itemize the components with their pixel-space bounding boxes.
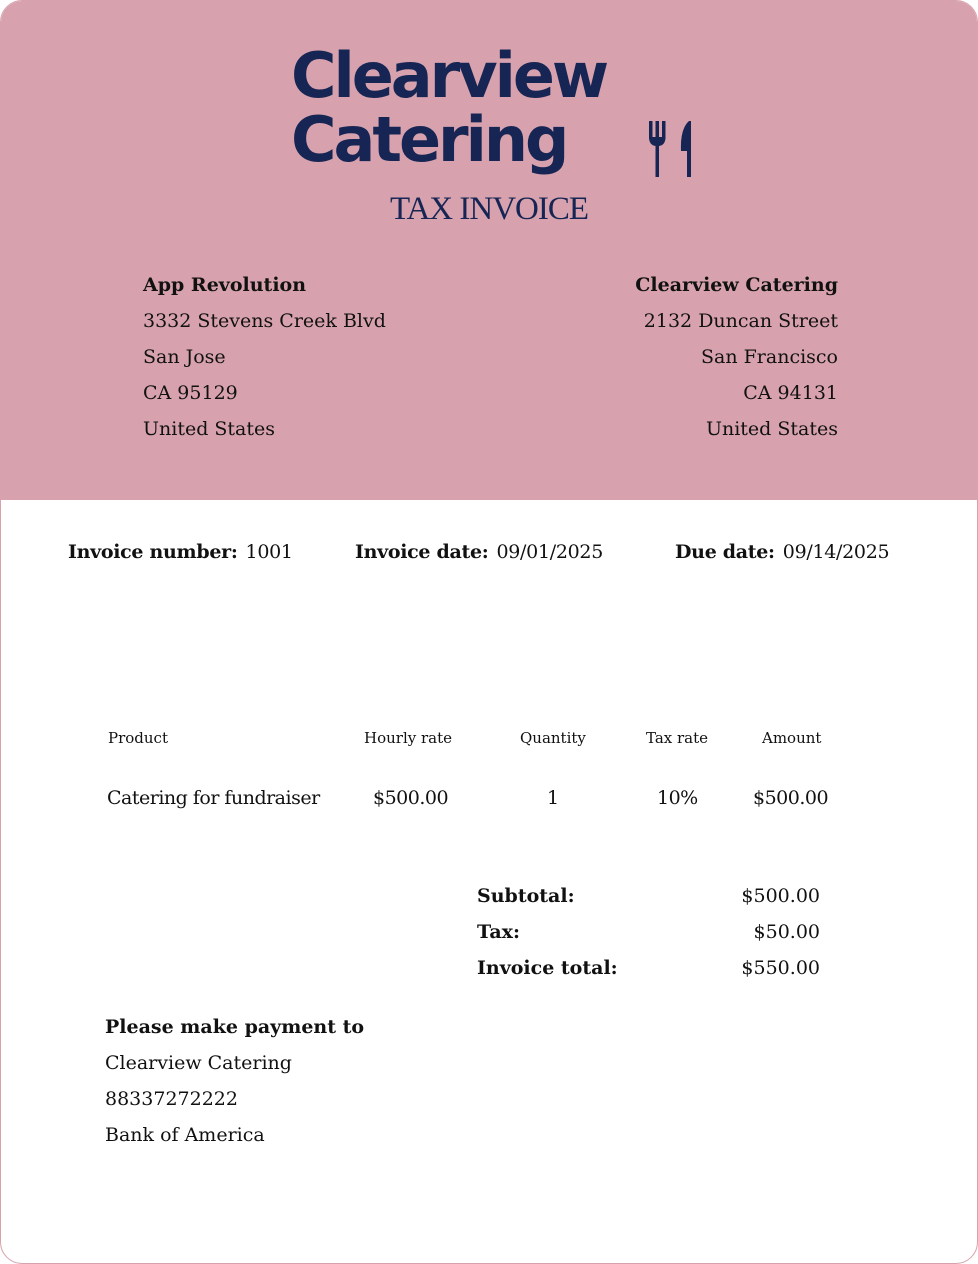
invoice-number (68, 541, 293, 563)
vendor-name: Clearview Catering (635, 274, 838, 296)
cell-tax-rate: 10% (657, 787, 698, 809)
cell-quantity: 1 (547, 787, 559, 809)
due-date-label: Due date: (675, 541, 775, 563)
column-header-tax-rate: Tax rate (646, 729, 709, 747)
tax-label: Tax: (477, 921, 520, 943)
customer-state-zip: CA 95129 (143, 382, 238, 404)
column-header-amount: Amount (762, 729, 822, 747)
column-header-quantity: Quantity (520, 729, 586, 747)
logo-line-1: Clearview (291, 39, 607, 112)
payment-heading: Please make payment to (105, 1016, 365, 1038)
subtotal-value: $500.00 (741, 885, 820, 907)
customer-address (143, 267, 386, 447)
payment-name: Clearview Catering (105, 1052, 292, 1074)
column-header-product: Product (108, 729, 168, 747)
invoice-date (355, 541, 603, 563)
vendor-country: United States (705, 418, 838, 440)
due-date (675, 541, 889, 563)
vendor-street: 2132 Duncan Street (643, 310, 838, 332)
cell-amount: $500.00 (753, 787, 829, 809)
vendor-state-zip: CA 94131 (743, 382, 838, 404)
invoice-total-value: $550.00 (741, 957, 820, 979)
payment-details (105, 1009, 364, 1153)
due-date-value: 09/14/2025 (782, 541, 890, 563)
vendor-address (635, 267, 838, 447)
payment-bank: Bank of America (105, 1124, 265, 1146)
invoice-number-value: 1001 (245, 541, 293, 563)
payment-account: 88337272222 (105, 1088, 238, 1110)
subtotal-label: Subtotal: (477, 885, 575, 907)
column-header-hourly-rate: Hourly rate (364, 729, 453, 747)
cell-hourly-rate: $500.00 (373, 787, 449, 809)
document-title: TAX INVOICE (389, 191, 589, 227)
tax-value: $50.00 (753, 921, 820, 943)
invoice-date-label: Invoice date: (355, 541, 489, 563)
invoice-header (1, 1, 977, 500)
fork-knife-icon (649, 121, 695, 177)
invoice-date-value: 09/01/2025 (496, 541, 603, 563)
customer-city: San Jose (143, 346, 226, 368)
invoice-number-label: Invoice number: (68, 541, 238, 563)
customer-name: App Revolution (143, 274, 307, 296)
invoice-total-label: Invoice total: (477, 957, 618, 979)
customer-country: United States (143, 418, 276, 440)
logo-line-2: Catering (291, 103, 567, 176)
vendor-city: San Francisco (701, 346, 838, 368)
cell-product: Catering for fundraiser (107, 787, 320, 809)
company-logo (291, 39, 701, 185)
customer-street: 3332 Stevens Creek Blvd (143, 310, 386, 332)
